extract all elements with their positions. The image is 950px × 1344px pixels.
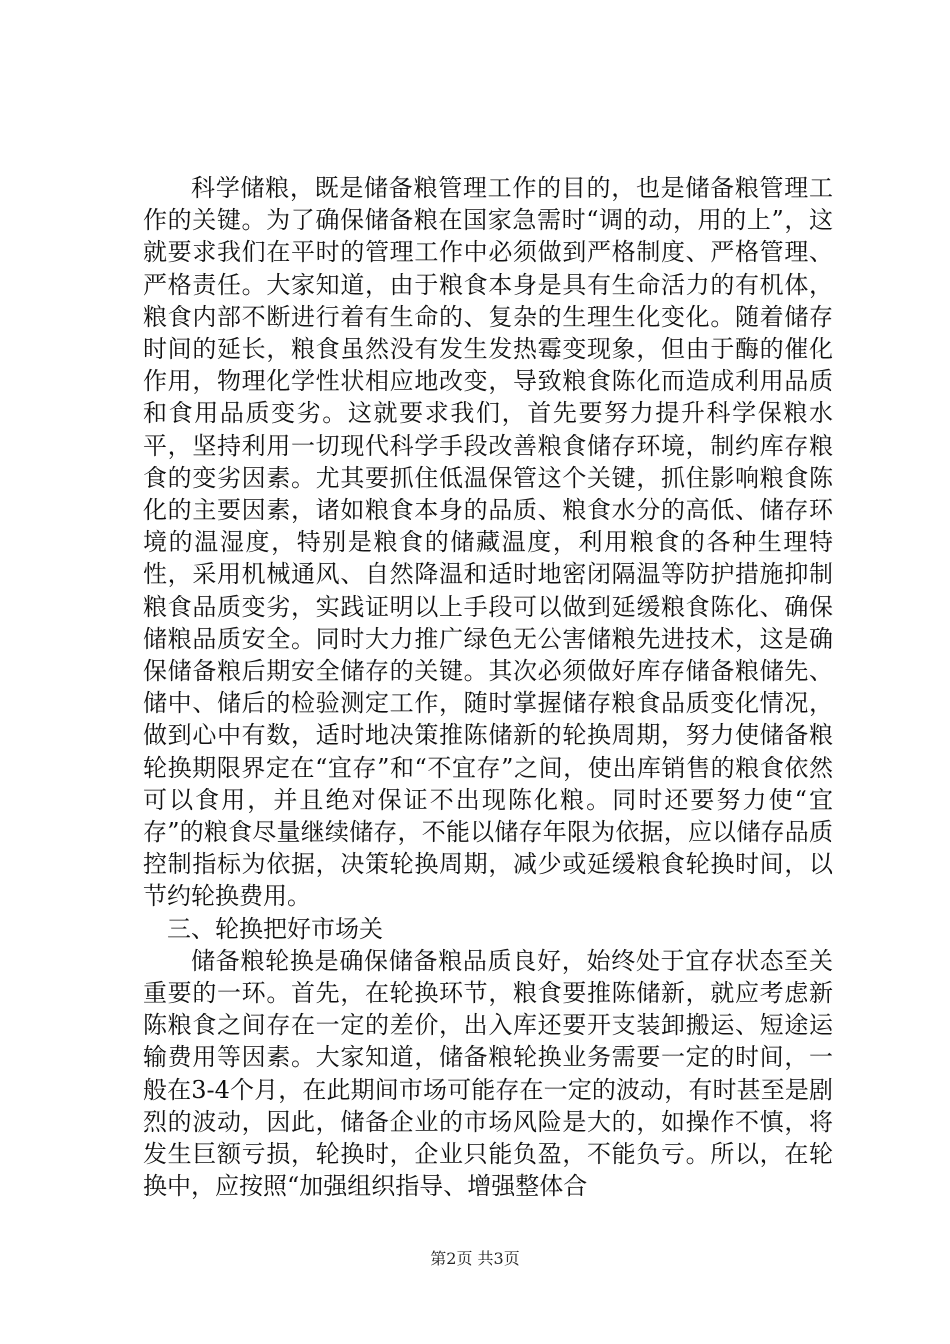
- document-body: [143, 172, 833, 1203]
- page-number-footer: 第2页 共3页: [430, 1249, 520, 1268]
- body-paragraph: 储备粮轮换是确保储备粮品质良好，始终处于宜存状态至关重要的一环。首先，在轮换环节，粮食要推陈储新，就应考虑新陈粮食之间存在一定的差价，出入库还要开支装卸搬运、短途运输费用等因素。大家知道，储备粮轮换业务需要一定的时间，一般在3-4个月，在此期间市场可能存在一定的波动，有时甚至是剧烈的波动，因此，储备企业的市场风险是大的，如操作不慎，将发生巨额亏损，轮换时，企业只能负盈，不能负亏。所以，在轮换中，应按照“加强组织指导、增强整体合: [143, 946, 833, 1201]
- body-paragraph: 科学储粮，既是储备粮管理工作的目的，也是储备粮管理工作的关键。为了确保储备粮在国家急需时“调的动，用的上”，这就要求我们在平时的管理工作中必须做到严格制度、严格管理、严格责任。大家知道，由于粮食本身是具有生命活力的有机体，粮食内部不断进行着有生命的、复杂的生理生化变化。随着储存时间的延长，粮食虽然没有发生发热霉变现象，但由于酶的催化作用，物理化学性状相应地改变，导致粮食陈化而造成利用品质和食用品质变劣。这就要求我们，首先要努力提升科学保粮水平，坚持利用一切现代科学手段改善粮食储存环境，制约库存粮食的变劣因素。尤其要抓住低温保管这个关键，抓住影响粮食陈化的主要因素，诸如粮食本身的品质、粮食水分的高低、储存环境的温湿度，特别是粮食的储藏温度，利用粮食的各种生理特性，采用机械通风、自然降温和适时地密闭隔温等防护措施抑制粮食品质变劣，实践证明以上手段可以做到延缓粮食陈化、确保储粮品质安全。同时大力推广绿色无公害储粮先进技术，这是确保储备粮后期安全储存的关键。其次必须做好库存储备粮储先、储中、储后的检验测定工作，随时掌握储存粮食品质变化情况，做到心中有数，适时地决策推陈储新的轮换周期，努力使储备粮轮换期限界定在“宜存”和“不宜存”之间，使出库销售的粮食依然可以食用，并且绝对保证不出现陈化粮。同时还要努力使“宜存”的粮食尽量继续储存，不能以储存年限为依据，应以储存品质控制指标为依据，决策轮换周期，减少或延缓粮食轮换时间，以节约轮换费用。: [143, 174, 833, 911]
- section-heading: 三、轮换把好市场关: [167, 914, 383, 943]
